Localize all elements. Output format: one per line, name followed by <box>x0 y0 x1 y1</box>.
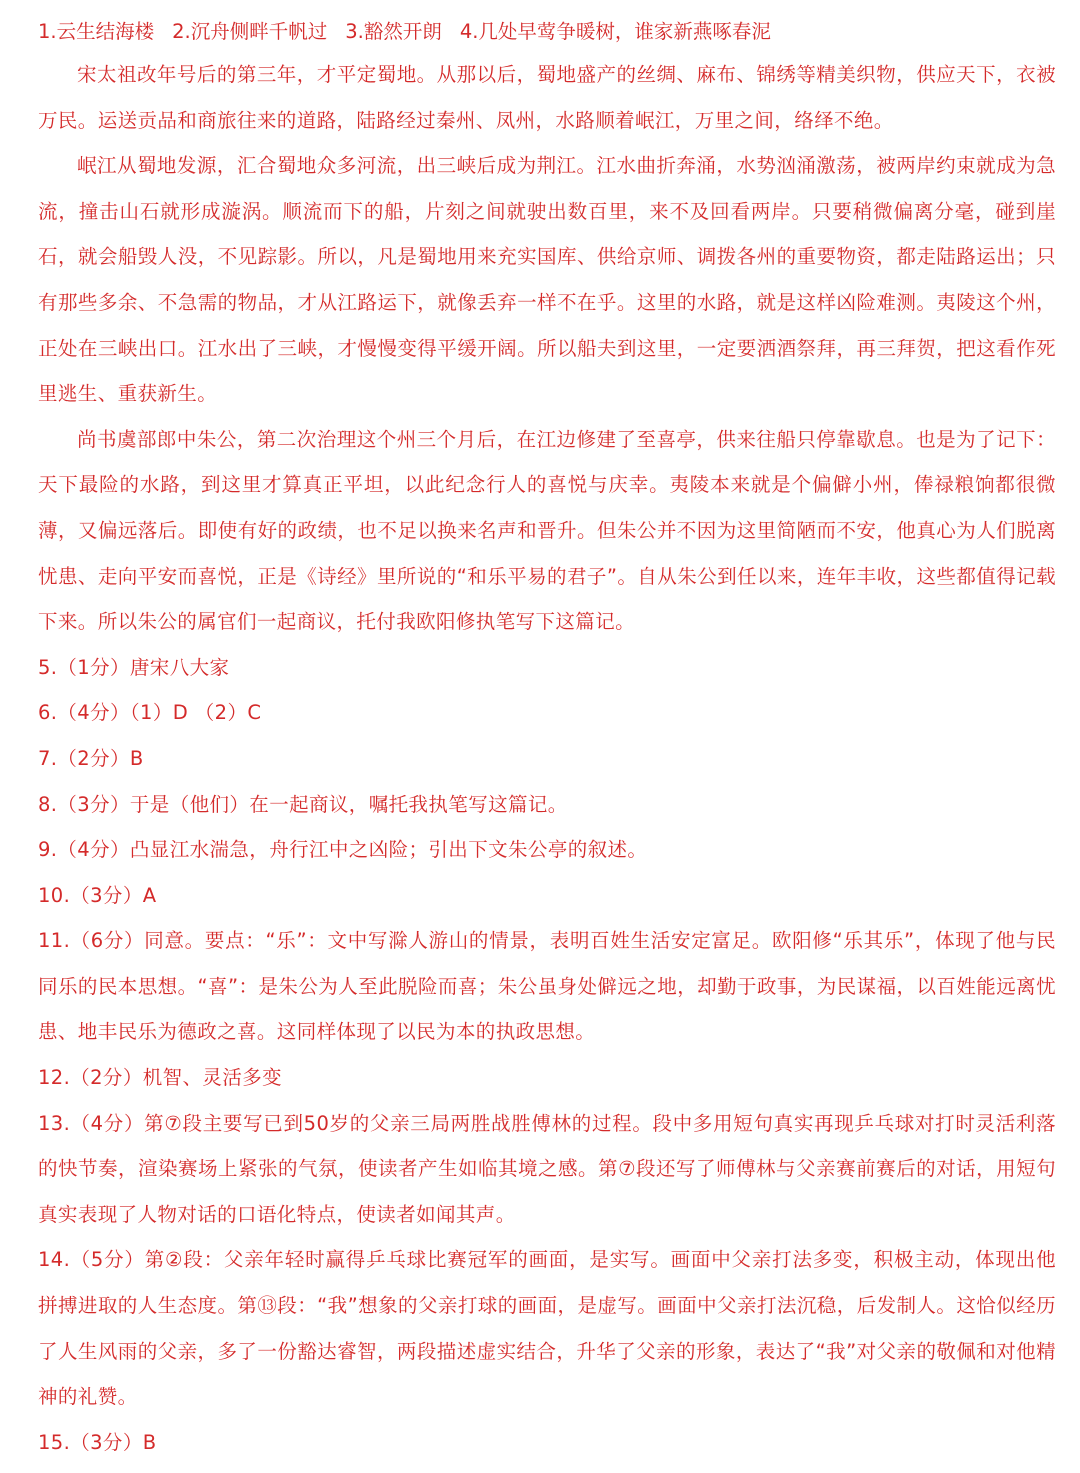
answer-item-1: 1.云生结海楼 <box>38 20 155 43</box>
answer-item-2: 2.沉舟侧畔千帆过 <box>172 20 328 43</box>
answer-item-11: 11.（6分）同意。要点：“乐”：文中写滁人游山的情景，表明百姓生活安定富足。欧阳修“乐其乐”，体现了他与民同乐的民本思想。“喜”：是朱公为人至此脱险而喜；朱公虽身处僻远之地，却勤于政事，为民谋福，以百姓能远离忧患、地丰民乐为德政之喜。这同样体现了以民为本的执政思想。 <box>38 929 1056 1044</box>
poetry-answers-row <box>38 14 1056 50</box>
answer-item-5: 5.（1分）唐宋八大家 <box>38 655 230 679</box>
answer-item-7: 7.（2分）B <box>38 746 144 770</box>
translation-section <box>38 52 1056 645</box>
translation-paragraph-1: 宋太祖改年号后的第三年，才平定蜀地。从那以后，蜀地盛产的丝绸、麻布、锦绣等精美织物，供应天下，衣被万民。运送贡品和商旅往来的道路，陆路经过秦州、凤州，水路顺着岷江，万里之间，络绎不绝。 <box>38 63 1056 132</box>
answer-item-12: 12.（2分）机智、灵活多变 <box>38 1066 283 1090</box>
answers-list <box>38 645 1056 1466</box>
answer-item-4: 4.几处早莺争暖树，谁家新燕啄春泥 <box>459 20 771 43</box>
answer-item-15: 15.（3分）B <box>38 1430 157 1454</box>
answer-item-14: 14.（5分）第②段：父亲年轻时赢得乒乓球比赛冠军的画面，是实写。画面中父亲打法多变，积极主动，体现出他拼搏进取的人生态度。第⑬段：“我”想象的父亲打球的画面，是虚写。画面中父亲打法沉稳，后发制人。这恰似经历了人生风雨的父亲，多了一份豁达睿智，两段描述虚实结合，升华了父亲的形象，表达了“我”对父亲的敬佩和对他精神的礼赞。 <box>38 1248 1056 1409</box>
answer-item-6: 6.（4分）（1）D （2）C <box>38 701 262 725</box>
translation-paragraph-2: 岷江从蜀地发源，汇合蜀地众多河流，出三峡后成为荆江。江水曲折奔涌，水势汹涌激荡，被两岸约束就成为急流，撞击山石就形成漩涡。顺流而下的船，片刻之间就驶出数百里，来不及回看两岸。只要稍微偏离分毫，碰到崖石，就会船毁人没，不见踪影。所以，凡是蜀地用来充实国库、供给京师、调拨各州的重要物资，都走陆路运出；只有那些多余、不急需的物品，才从江路运下，就像丢弃一样不在乎。这里的水路，就是这样凶险难测。夷陵这个州，正处在三峡出口。江水出了三峡，才慢慢变得平缓开阔。所以船夫到这里，一定要洒酒祭拜，再三拜贺，把这看作死里逃生、重获新生。 <box>38 154 1056 406</box>
answer-item-3: 3.豁然开朗 <box>345 20 442 43</box>
answer-item-10: 10.（3分）A <box>38 883 157 907</box>
translation-paragraph-3: 尚书虞部郎中朱公，第二次治理这个州三个月后，在江边修建了至喜亭，供来往船只停靠歇息。也是为了记下：天下最险的水路，到这里才算真正平坦，以此纪念行人的喜悦与庆幸。夷陵本来就是个偏僻小州，俸禄粮饷都很微薄，又偏远落后。即使有好的政绩，也不足以换来名声和晋升。但朱公并不因为这里简陋而不安，他真心为人们脱离忧患、走向平安而喜悦，正是《诗经》里所说的“和乐平易的君子”。自从朱公到任以来，连年丰收，这些都值得记载下来。所以朱公的属官们一起商议，托付我欧阳修执笔写下这篇记。 <box>38 427 1056 634</box>
answer-item-13: 13.（4分）第⑦段主要写已到50岁的父亲三局两胜战胜傅林的过程。段中多用短句真实再现乒乓球对打时灵活利落的快节奏，渲染赛场上紧张的气氛，使读者产生如临其境之感。第⑦段还写了师傅林与父亲赛前赛后的对话，用短句真实表现了人物对话的口语化特点，使读者如闻其声。 <box>38 1111 1056 1226</box>
answer-item-8: 8.（3分）于是（他们）在一起商议，嘱托我执笔写这篇记。 <box>38 792 568 816</box>
answer-item-9: 9.（4分）凸显江水湍急，舟行江中之凶险；引出下文朱公亭的叙述。 <box>38 838 648 862</box>
